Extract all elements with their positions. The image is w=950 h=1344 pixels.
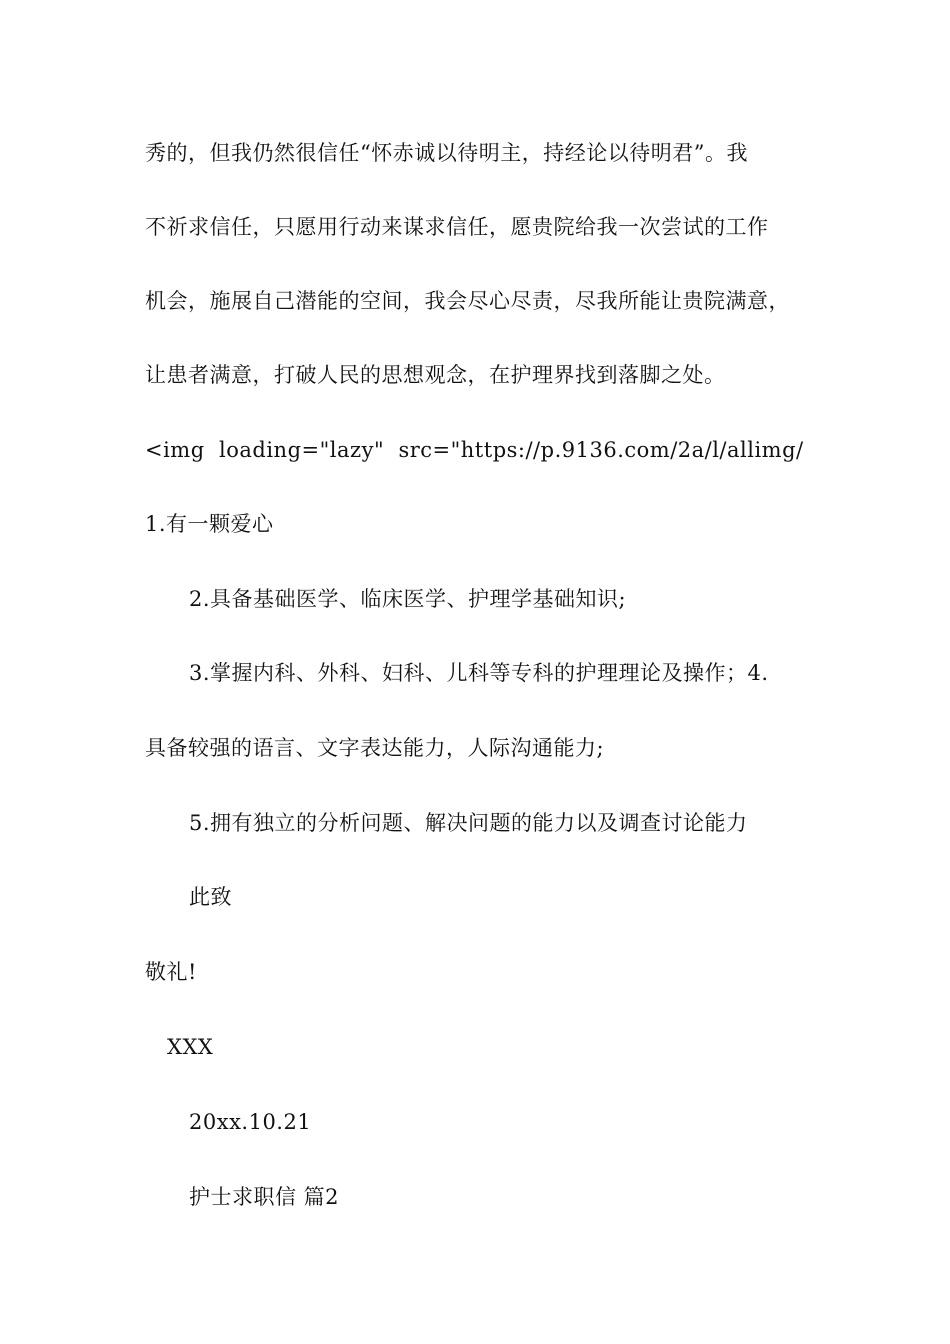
code-line: <img loading="lazy" src="https://p.9136.com/2a/l/allimg/ bbox=[145, 438, 804, 462]
list-item: 具备较强的语言、文字表达能力，人际沟通能力; bbox=[145, 736, 605, 760]
date: 20xx.10.21 bbox=[189, 1110, 312, 1134]
signature: XXX bbox=[167, 1035, 214, 1059]
section-title: 护士求职信 篇2 bbox=[189, 1185, 340, 1209]
closing-text: 此致 bbox=[189, 885, 232, 909]
paragraph-line: 秀的，但我仍然很信任“怀赤诚以待明主，持经论以待明君”。我 bbox=[145, 141, 748, 165]
paragraph-line: 让患者满意，打破人民的思想观念，在护理界找到落脚之处。 bbox=[145, 363, 726, 387]
list-item: 2.具备基础医学、临床医学、护理学基础知识; bbox=[189, 587, 627, 611]
list-item: 5.拥有独立的分析问题、解决问题的能力以及调查讨论能力 bbox=[189, 811, 748, 835]
list-item: 1.有一颗爱心 bbox=[145, 512, 274, 536]
paragraph-line: 不祈求信任，只愿用行动来谋求信任，愿贵院给我一次尝试的工作 bbox=[145, 215, 769, 239]
paragraph-line: 机会，施展自己潜能的空间，我会尽心尽责，尽我所能让贵院满意， bbox=[145, 289, 790, 313]
salute-text: 敬礼! bbox=[145, 960, 197, 984]
list-item: 3.掌握内科、外科、妇科、儿科等专科的护理理论及操作；4. bbox=[189, 661, 769, 685]
